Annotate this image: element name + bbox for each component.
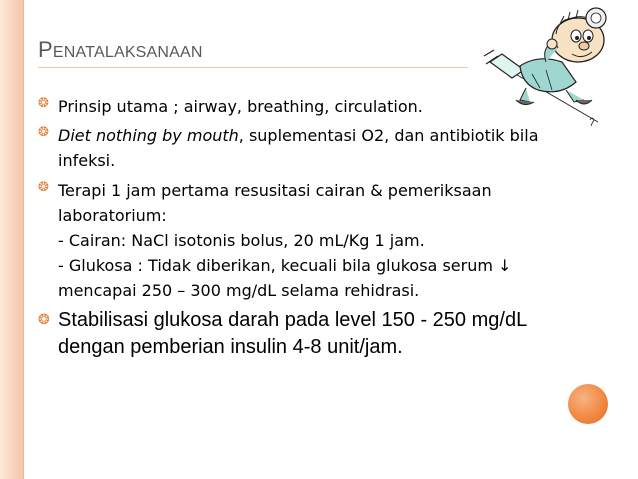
bullet-list xyxy=(38,94,578,361)
title-underline xyxy=(38,67,468,68)
bullet-text: Terapi 1 jam pertama resusitasi cairan & pemeriksaan xyxy=(58,181,492,200)
bullet-text: dengan pemberian insulin 4-8 unit/jam. xyxy=(58,336,403,358)
bullet-item xyxy=(38,307,578,361)
decorative-orange-circle xyxy=(568,384,608,424)
bullet-item xyxy=(38,94,578,119)
title-rest: ENATALAKSANAAN xyxy=(52,44,203,61)
bullet-icon: ❂ xyxy=(38,311,50,327)
bullet-text-continued: infeksi. xyxy=(58,151,116,170)
bullet-text: mencapai 250 – 300 mg/dL selama rehidrasi. xyxy=(58,281,420,300)
bullet-text xyxy=(58,123,578,148)
bullet-text: laboratorium: xyxy=(58,206,167,225)
slide-title xyxy=(38,37,203,63)
bullet-item xyxy=(38,178,578,303)
slide-left-border xyxy=(0,0,23,479)
bullet-icon: ❂ xyxy=(38,180,49,195)
bullet-icon: ❂ xyxy=(38,125,49,140)
bullet-text: - Cairan: NaCl isotonis bolus, 20 mL/Kg 1 jam. xyxy=(58,231,425,250)
bullet-text: - Glukosa : Tidak diberikan, kecuali bila glukosa serum ↓ xyxy=(58,256,512,275)
bullet-icon: ❂ xyxy=(38,96,49,111)
title-initial: P xyxy=(38,37,53,62)
bullet-text: Prinsip utama ; airway, breathing, circulation. xyxy=(58,97,423,116)
bullet-italic-text: Diet nothing by mouth xyxy=(58,126,239,145)
bullet-text-rest: , suplementasi O2, dan antibiotik bila xyxy=(238,126,539,145)
bullet-text: Stabilisasi glukosa darah pada level 150 - 250 mg/dL xyxy=(58,309,528,331)
bullet-item xyxy=(38,123,578,173)
